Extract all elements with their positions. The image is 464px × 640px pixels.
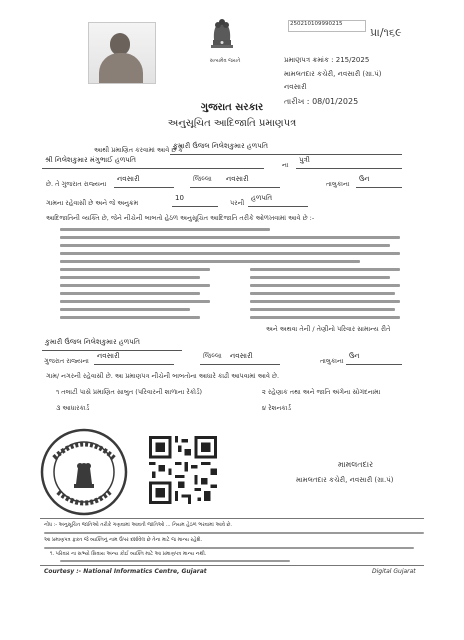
issue-date: તારીખ : 08/01/2025 — [284, 97, 359, 106]
brand-text: Digital Gujarat — [372, 568, 416, 575]
handwritten-number: પ્રા/૧૬૯ — [370, 26, 402, 39]
schedule-number-field: 10 — [172, 194, 218, 207]
header-district: નવસારી — [284, 83, 307, 91]
residence-note: ગામ/ નગરની રહેવાસી છે. આ પ્રમાણપત્ર નીચેની બાબતોના આધારે કાઢી આપવામાં આવે છે. — [46, 372, 280, 380]
district-field: જિલ્લા નવસારી — [190, 175, 280, 188]
signatory-designation: મામલતદાર — [338, 460, 374, 469]
taluka-label: તાલુકાના — [326, 180, 350, 188]
basis-item-2: ૨ રહેણાક તથા અને જાતિ અંગેના સોગંદનામા — [262, 388, 381, 396]
document-heading: ગુજરાત સરકાર — [200, 102, 264, 113]
reference-number: 250210109990215 — [290, 21, 343, 27]
relation-label: ના — [282, 161, 289, 169]
certify-label: આથી પ્રમાણિત કરવામાં આવે છે કે — [94, 146, 183, 154]
basis-item-1: ૧ તલાટી પાસે પ્રમાણિત સાબુત (પરિવારની શાળાના રેકોર્ડ) — [56, 388, 203, 396]
office-name: મામલતદાર કચેરી, નવસારી (ગ્રા.પં) — [284, 70, 382, 78]
note-2: આ પ્રમાણપત્ર ફક્ત જે વ્યક્તિનું નામ ઉપર દર્શાવેલ છે તેના માટે જ માન્ય રહેશે. — [44, 537, 203, 543]
qr-code — [149, 436, 217, 504]
emblem-caption: સત્યમેવ જયતે — [209, 58, 241, 64]
taluka-field: ઉન — [356, 175, 402, 188]
basis-item-4: ૪ રેશનકાર્ડ — [262, 404, 292, 412]
taluka2-label: તાલુકાના — [320, 357, 344, 365]
resident2-label: ગુજરાત રાજ્યના — [44, 357, 89, 365]
resident-label: છે. તે ગુજરાત રાજ્યના — [46, 180, 107, 188]
caste-label: પરની — [230, 199, 245, 207]
notified-statement: આદિજાતિની વ્યક્તિ છે, જેને નીચેની બાબતો હેઠળ અનુસૂચિત આદિજાતિ તરીકે ઓળખવામાં આવે છે :- — [46, 214, 315, 222]
courtesy-text: Courtesy :- National Informatics Centre, Gujarat — [44, 568, 207, 575]
footer-divider — [40, 565, 424, 566]
district2-field: જિલ્લા નવસારી — [200, 352, 280, 365]
official-seal-icon — [40, 428, 128, 516]
village-field: નવસારી — [114, 175, 174, 188]
signatory-office: મામલતદાર કચેરી, નવસારી (ગ્રા.પં) — [296, 476, 394, 484]
applicant-name-repeat: કુમારી ઉંજલ નિલેશકુમાર હળપતિ — [42, 338, 182, 351]
note-1: નોંધ :- અનુસૂચિત જાતિઓ તરીકે ગણવામાં આવતી જાતિઓ ... નિયમ હેઠળ ભરવામાં આવે છે. — [44, 522, 233, 528]
certificate-number-label: પ્રમાણપત્ર ક્રમાંક : 215/2025 — [284, 56, 370, 64]
village2-field: નવસારી — [94, 352, 174, 365]
relation-field: પુત્રી — [296, 156, 402, 169]
applicant-name-field: કુમારી ઉંજલ નિલેશકુમાર હળપતિ — [170, 142, 402, 155]
ashoka-emblem-icon — [208, 14, 236, 54]
caste-field: હળપતિ — [248, 194, 308, 207]
taluka2-field: ઉન — [346, 352, 402, 365]
applicant-photo — [88, 22, 156, 84]
family-statement: અને અથવા તેની / તેણીનો પરિવાર સામાન્ય રીતે — [266, 325, 391, 333]
certificate-number: 215/2025 — [335, 56, 370, 64]
document-title: અનુસૂચિત આદિજાતિ પ્રમાણપત્ર — [167, 118, 297, 129]
father-name-field: શ્રી નિલેશકુમાર મંગુભાઈ હળપતિ — [42, 156, 264, 169]
basis-item-3: ૩ આધારકાર્ડ — [56, 404, 90, 412]
note-3: ૧. પરિવાર ના સભ્યો સિવાય અન્ય કોઈ વ્યક્તિ માટે આ પ્રમાણપત્ર માન્ય નથી. — [50, 551, 207, 557]
schedule-label: ગામના રહેવાસી છે અને જે અનુક્રમ — [46, 199, 139, 207]
notes-divider — [40, 518, 424, 519]
